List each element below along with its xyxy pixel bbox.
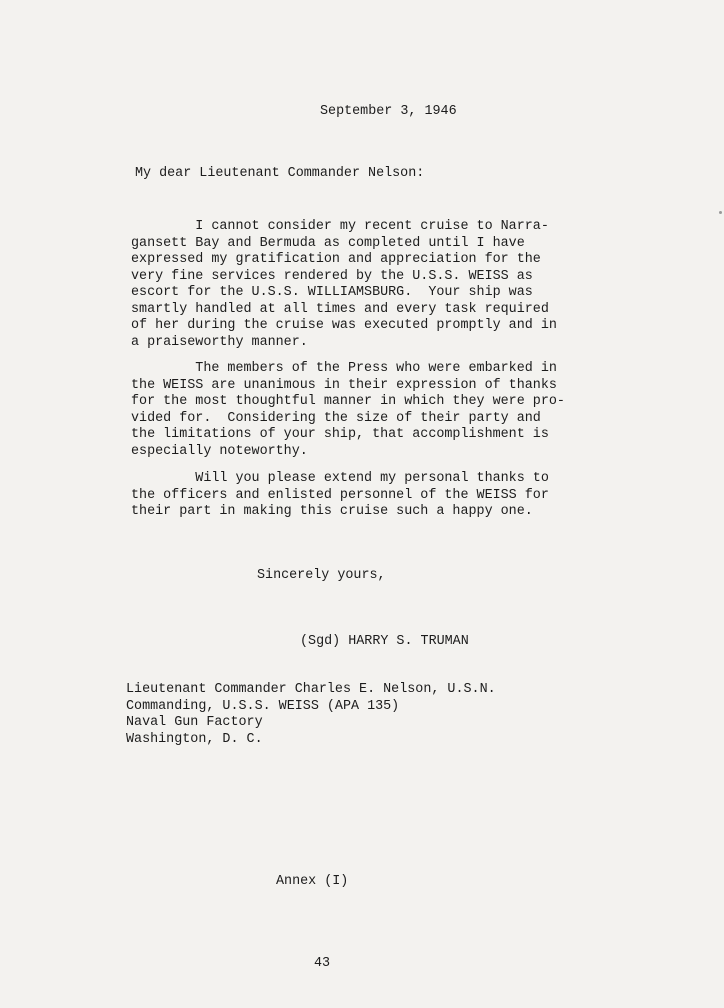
paragraph-line: gansett Bay and Bermuda as completed until I have xyxy=(131,235,525,251)
paragraph-line: a praiseworthy manner. xyxy=(131,334,308,350)
paragraph-line: the officers and enlisted personnel of the WEISS for xyxy=(131,487,549,503)
paragraph-line: especially noteworthy. xyxy=(131,443,308,459)
signature: (Sgd) HARRY S. TRUMAN xyxy=(300,634,469,649)
paragraph-line: expressed my gratification and appreciation for the xyxy=(131,252,541,267)
closing: Sincerely yours, xyxy=(257,568,386,583)
paragraph-line: for the most thoughtful manner in which they were pro- xyxy=(131,394,565,409)
paragraph-2 xyxy=(131,361,565,460)
recipient-address xyxy=(126,682,496,748)
address-line: Washington, D. C. xyxy=(126,731,263,747)
margin-speck xyxy=(719,211,722,214)
paragraph-line: smartly handled at all times and every task required xyxy=(131,301,549,317)
paragraph-line: their part in making this cruise such a happy one. xyxy=(131,504,533,519)
address-line: Lieutenant Commander Charles E. Nelson, U.S.N. xyxy=(126,682,496,697)
paragraph-line: very fine services rendered by the U.S.S. WEISS as xyxy=(131,268,533,284)
paragraph-1 xyxy=(131,219,557,351)
paragraph-line: Will you please extend my personal thanks to xyxy=(131,471,549,486)
annex-label: Annex (I) xyxy=(276,874,349,889)
salutation: My dear Lieutenant Commander Nelson: xyxy=(135,166,425,181)
paragraph-line: I cannot consider my recent cruise to Narra- xyxy=(131,219,549,234)
address-line: Naval Gun Factory xyxy=(126,715,263,730)
address-line: Commanding, U.S.S. WEISS (APA 135) xyxy=(126,698,400,714)
paragraph-line: The members of the Press who were embarked in xyxy=(131,361,557,376)
paragraph-line: of her during the cruise was executed promptly and in xyxy=(131,318,557,333)
page-number: 43 xyxy=(314,956,331,971)
paragraph-line: the WEISS are unanimous in their expression of thanks xyxy=(131,377,557,393)
letter-date: September 3, 1946 xyxy=(320,104,457,119)
paragraph-3 xyxy=(131,471,549,521)
paragraph-line: the limitations of your ship, that accomplishment is xyxy=(131,427,549,442)
paragraph-line: vided for. Considering the size of their party and xyxy=(131,410,541,426)
paragraph-line: escort for the U.S.S. WILLIAMSBURG. Your ship was xyxy=(131,285,533,300)
